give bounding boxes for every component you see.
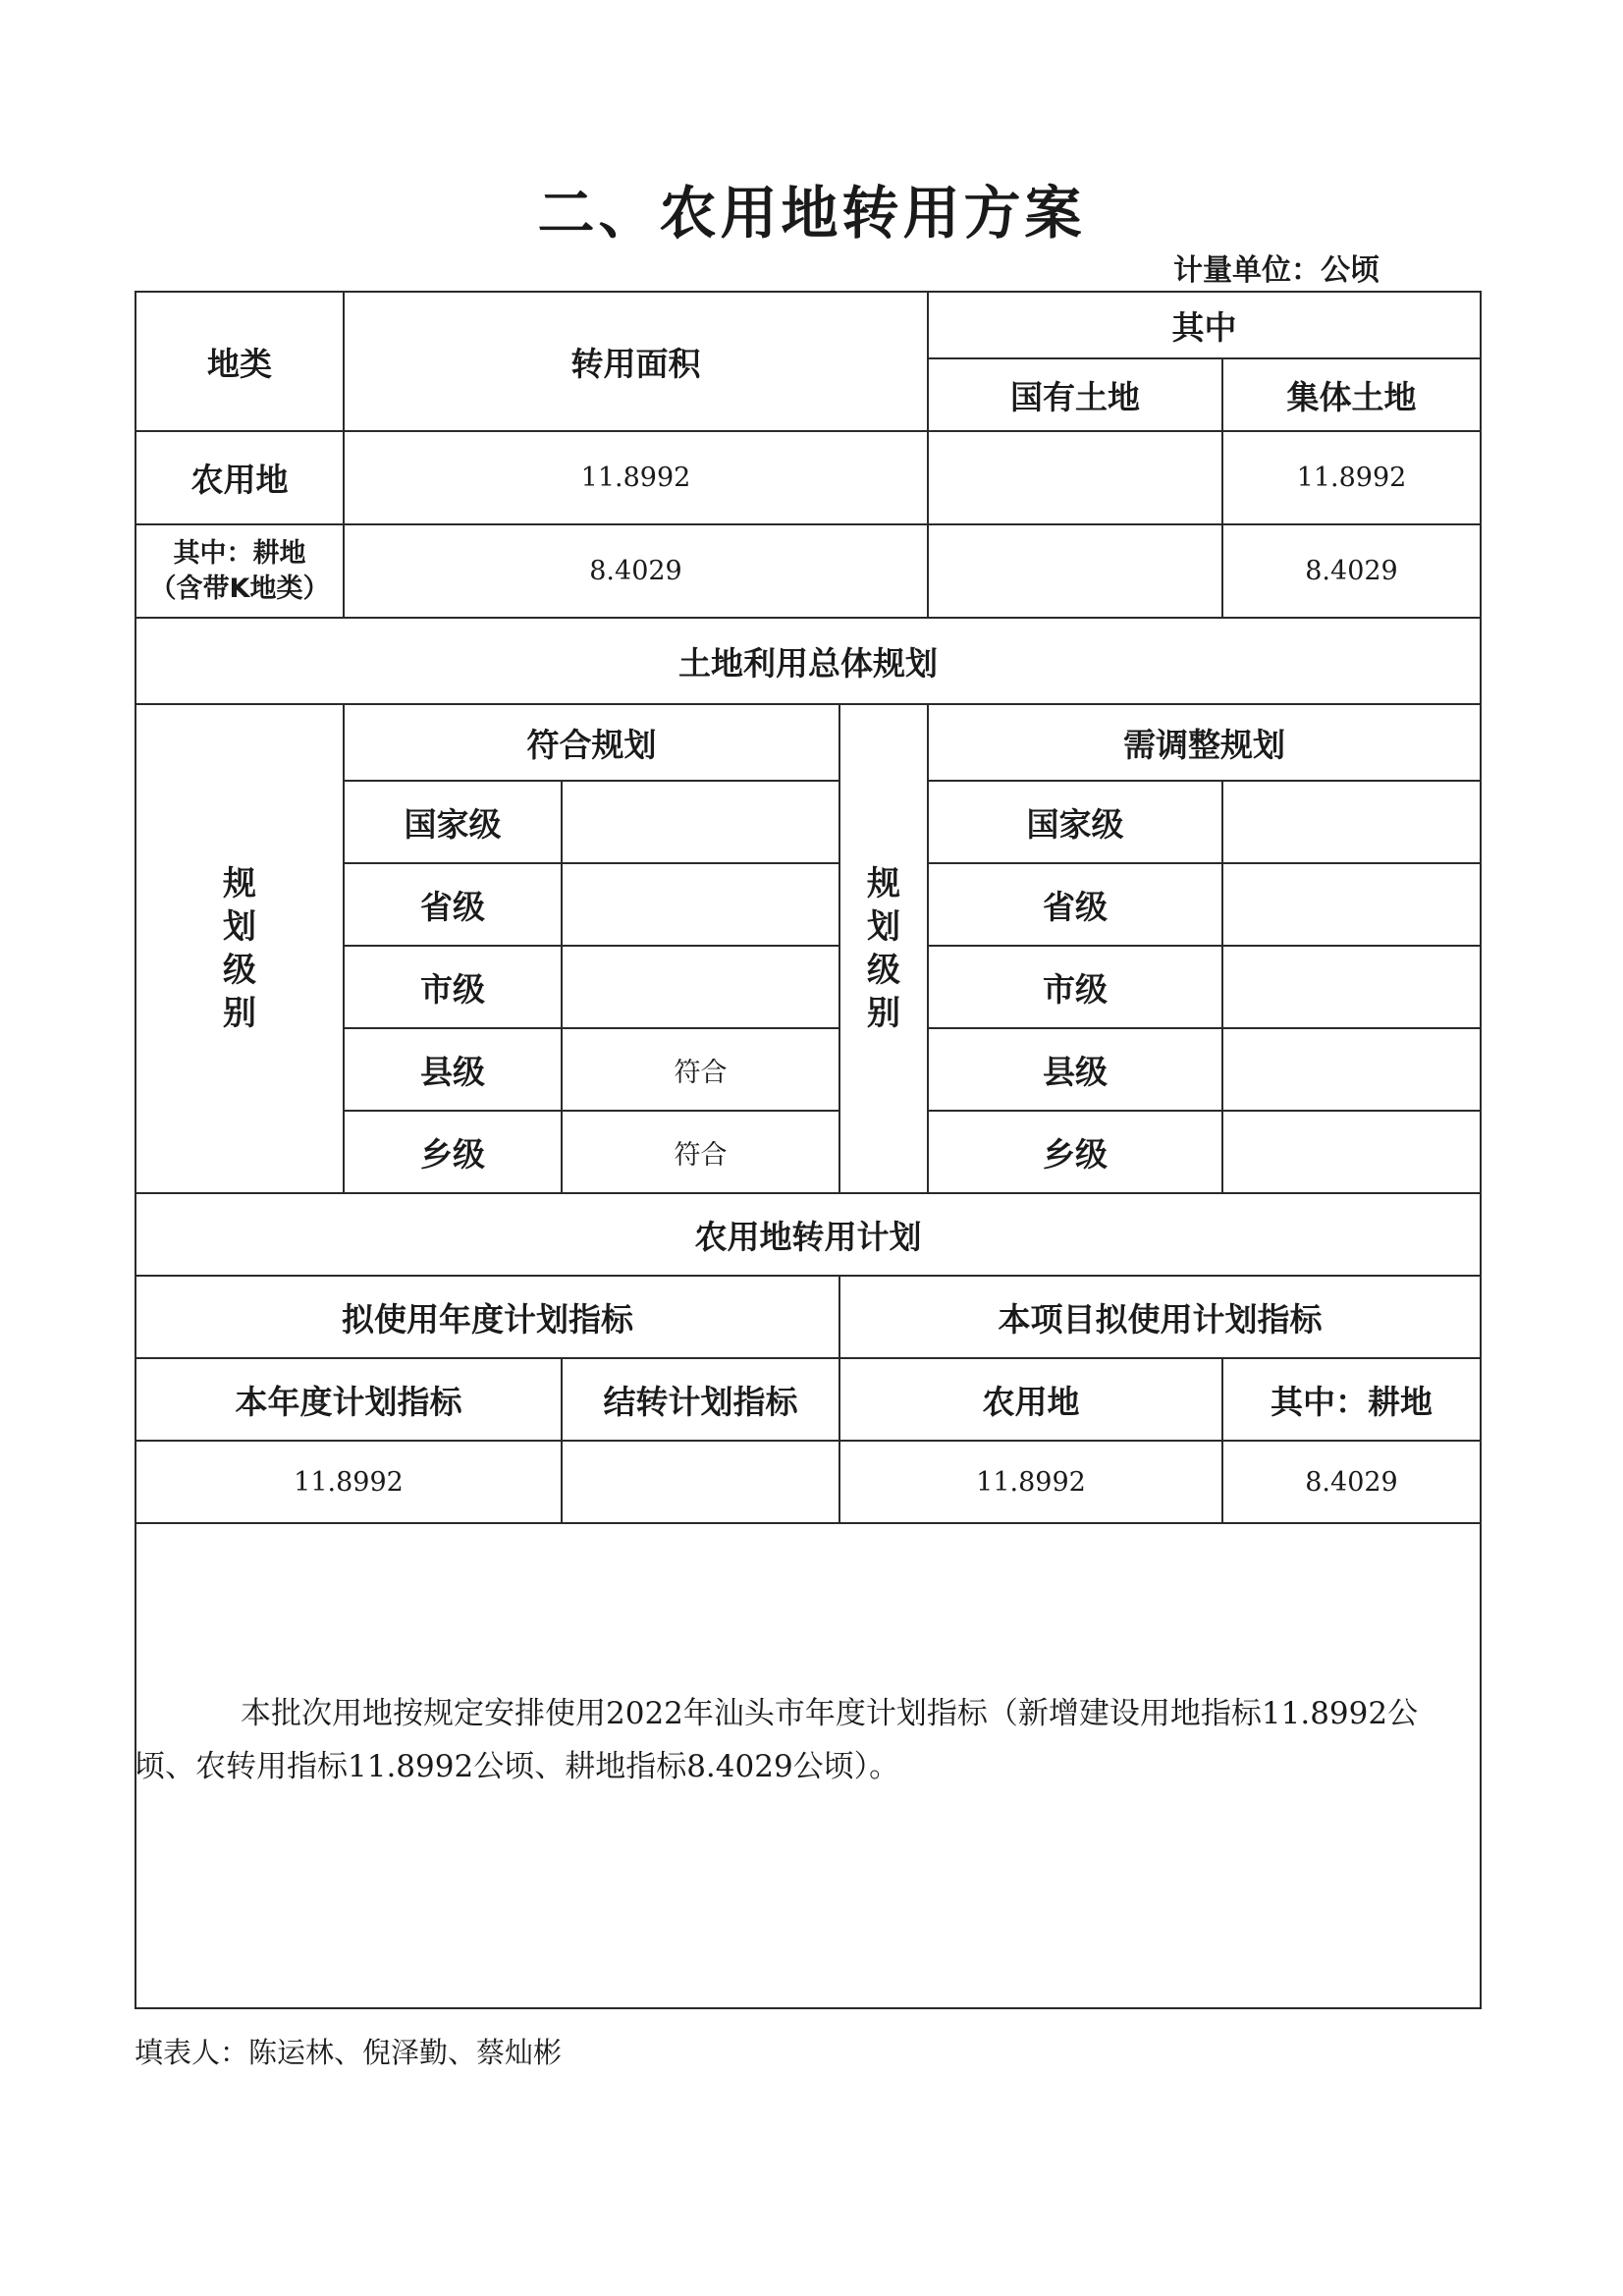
adjust-level-national: 国家级 bbox=[929, 782, 1223, 864]
unit-label: 计量单位：公顷 bbox=[1173, 253, 1380, 288]
row-agri-state bbox=[929, 432, 1223, 525]
adjust-value-provincial bbox=[1223, 864, 1482, 947]
form-filler: 填表人：陈运林、倪泽勤、蔡灿彬 bbox=[135, 2036, 563, 2069]
adjust-level-provincial: 省级 bbox=[929, 864, 1223, 947]
comply-value-national bbox=[563, 782, 840, 864]
note-paragraph: 本批次用地按规定安排使用2022年汕头市年度计划指标（新增建设用地指标11.8992公顷、农转用指标11.8992公顷、耕地指标8.4029公顷）。 bbox=[135, 1696, 1419, 1784]
comply-level-county: 县级 bbox=[345, 1029, 563, 1112]
row-arable-label-line1: 其中：耕地 bbox=[173, 537, 306, 569]
header-of-which: 其中 bbox=[929, 293, 1482, 359]
this-year-index-value: 11.8992 bbox=[136, 1442, 563, 1524]
agri-index-header: 农用地 bbox=[840, 1359, 1223, 1442]
arable-index-header: 其中：耕地 bbox=[1223, 1359, 1482, 1442]
header-state-land: 国有土地 bbox=[929, 359, 1223, 432]
row-agri-label: 农用地 bbox=[136, 432, 345, 525]
comply-header: 符合规划 bbox=[345, 705, 840, 782]
comply-value-provincial bbox=[563, 864, 840, 947]
planning-level-label-left: 规 划 级 别 bbox=[136, 705, 345, 1194]
adjust-level-county: 县级 bbox=[929, 1029, 1223, 1112]
adjust-header: 需调整规划 bbox=[929, 705, 1482, 782]
comply-value-township: 符合 bbox=[563, 1112, 840, 1194]
adjust-value-national bbox=[1223, 782, 1482, 864]
page-title: 二、农用地转用方案 bbox=[537, 180, 1086, 246]
adjust-value-city bbox=[1223, 947, 1482, 1029]
carryover-index-value bbox=[563, 1442, 840, 1524]
comply-level-township: 乡级 bbox=[345, 1112, 563, 1194]
adjust-level-city: 市级 bbox=[929, 947, 1223, 1029]
adjust-value-township bbox=[1223, 1112, 1482, 1194]
row-arable-area: 8.4029 bbox=[345, 525, 929, 619]
carryover-index-header: 结转计划指标 bbox=[563, 1359, 840, 1442]
adjust-value-county bbox=[1223, 1029, 1482, 1112]
comply-level-national: 国家级 bbox=[345, 782, 563, 864]
row-agri-area: 11.8992 bbox=[345, 432, 929, 525]
agri-index-value: 11.8992 bbox=[840, 1442, 1223, 1524]
header-land-type: 地类 bbox=[136, 293, 345, 432]
row-agri-collective: 11.8992 bbox=[1223, 432, 1482, 525]
annual-plan-header: 拟使用年度计划指标 bbox=[136, 1277, 840, 1359]
this-year-index-header: 本年度计划指标 bbox=[136, 1359, 563, 1442]
row-arable-state bbox=[929, 525, 1223, 619]
project-plan-header: 本项目拟使用计划指标 bbox=[840, 1277, 1482, 1359]
comply-value-city bbox=[563, 947, 840, 1029]
row-arable-label-line2: （含带K地类） bbox=[149, 573, 330, 604]
conversion-plan-title: 农用地转用计划 bbox=[136, 1194, 1482, 1277]
arable-index-value: 8.4029 bbox=[1223, 1442, 1482, 1524]
comply-value-county: 符合 bbox=[563, 1029, 840, 1112]
header-converted-area: 转用面积 bbox=[345, 293, 929, 432]
header-collective-land: 集体土地 bbox=[1223, 359, 1482, 432]
planning-level-label-right: 规 划 级 别 bbox=[840, 705, 929, 1194]
comply-level-city: 市级 bbox=[345, 947, 563, 1029]
comply-level-provincial: 省级 bbox=[345, 864, 563, 947]
adjust-level-township: 乡级 bbox=[929, 1112, 1223, 1194]
row-arable-collective: 8.4029 bbox=[1223, 525, 1482, 619]
planning-section-title: 土地利用总体规划 bbox=[136, 619, 1482, 705]
row-arable-label bbox=[136, 525, 345, 619]
